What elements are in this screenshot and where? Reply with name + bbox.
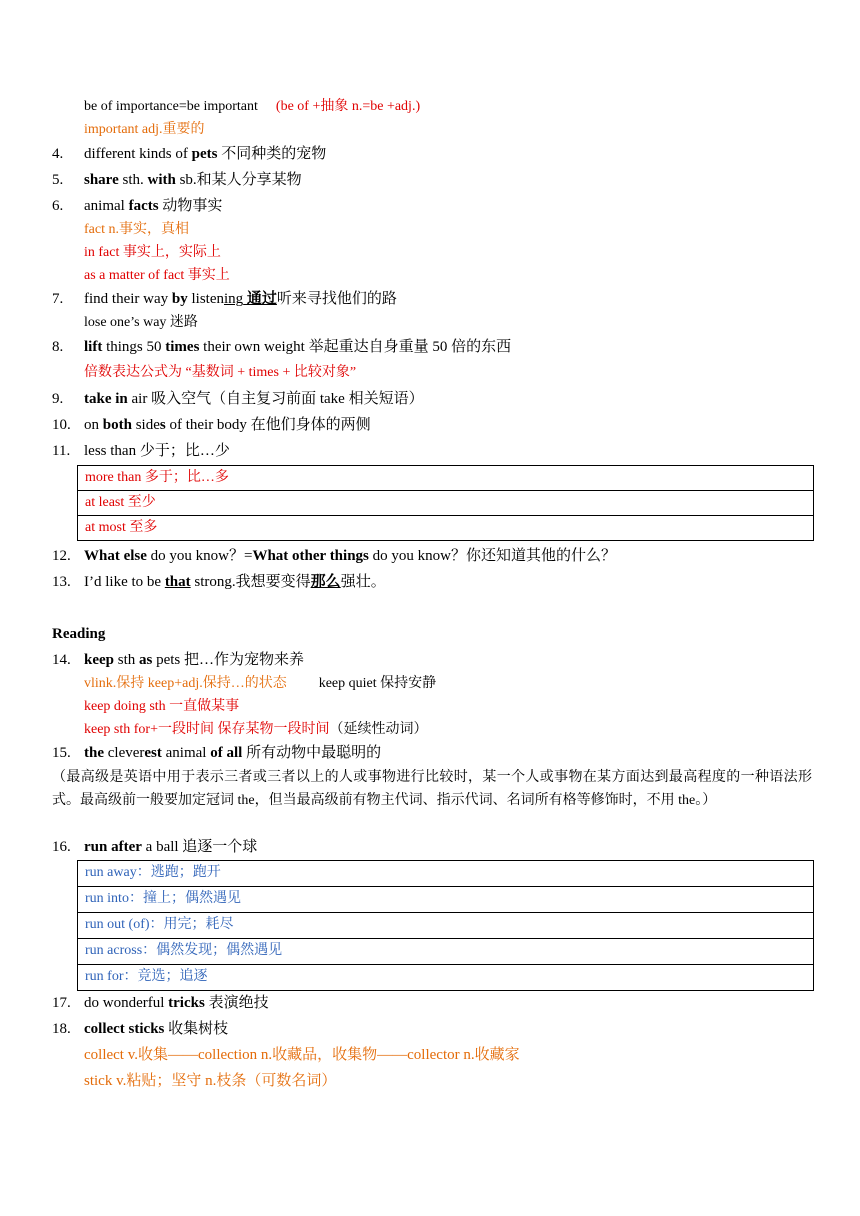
item-text: do you know？你还知道其他的什么？ xyxy=(368,548,616,564)
item-text: air 吸入空气（自主复习前面 take 相关短语） xyxy=(127,391,424,407)
item-keyword: both xyxy=(102,417,132,433)
item-keyword: est xyxy=(144,745,162,761)
item-text: of their body 在他们身体的两侧 xyxy=(165,417,371,433)
item-keyword: as xyxy=(139,652,153,668)
note-lose-way: lose one’s way 迷路 xyxy=(84,315,198,330)
item-keyword: run after xyxy=(84,839,142,855)
table-row: run away：逃跑；跑开 xyxy=(78,861,813,887)
item-number: 9. xyxy=(52,391,64,407)
item-number: 13. xyxy=(52,574,71,590)
note-collect: collect v.收集——collection n.收藏品，收集物——collector n.收藏家 xyxy=(84,1047,520,1063)
item-text: listen xyxy=(187,291,224,307)
item-keyword: What else xyxy=(84,548,147,564)
note-text: keep sth for+一段时间 保存某物一段时间 xyxy=(84,722,330,737)
item-text: their own weight 举起重达自身重量 50 倍的东西 xyxy=(199,339,512,355)
item-keyword: share xyxy=(84,172,119,188)
table-row: run into：撞上；偶然遇见 xyxy=(78,887,813,913)
item-keyword: with xyxy=(147,172,176,188)
item-number: 15. xyxy=(52,745,71,761)
item-keyword: of all xyxy=(210,745,243,761)
item-number: 6. xyxy=(52,198,64,214)
table-row: run for：竞选；追逐 xyxy=(78,965,813,991)
table-row: at least 至少 xyxy=(78,491,813,516)
note-in-fact: in fact 事实上，实际上 xyxy=(84,245,221,260)
item-keyword: lift xyxy=(84,339,103,355)
note-keep-doing: keep doing sth 一直做某事 xyxy=(84,699,240,714)
item-text: 不同种类的宠物 xyxy=(217,146,327,162)
note-keep-adj xyxy=(84,674,436,694)
item-text: side xyxy=(131,417,160,433)
item-keyword: by xyxy=(171,291,188,307)
item-text: things 50 xyxy=(102,339,166,355)
item-keyword: 那么 xyxy=(310,574,341,590)
item-text: a ball 追逐一个球 xyxy=(141,839,258,855)
item-number: 11. xyxy=(52,443,71,459)
item-text: 强壮。 xyxy=(340,574,386,590)
note-keep-for xyxy=(84,720,428,740)
item-text: sth. xyxy=(118,172,148,188)
item-text: 表演绝技 xyxy=(204,995,269,1011)
note-text: keep quiet 保持安静 xyxy=(318,676,437,691)
item-number: 14. xyxy=(52,652,71,668)
item-keyword: take in xyxy=(84,391,128,407)
item-text: do wonderful xyxy=(84,995,169,1011)
item-text: 听来寻找他们的路 xyxy=(276,291,397,307)
item-text: I’d like to be xyxy=(84,574,165,590)
table-than-phrases xyxy=(77,465,814,541)
item-text: sb.和某人分享某物 xyxy=(175,172,302,188)
item-keyword: s xyxy=(159,417,166,433)
table-row: run out (of)：用完；耗尽 xyxy=(78,913,813,939)
note-matter-of-fact: as a matter of fact 事实上 xyxy=(84,268,230,283)
item-number: 12. xyxy=(52,548,71,564)
item-keyword: pets xyxy=(191,146,218,162)
note-stick: stick v.粘贴；坚守 n.枝条（可数名词） xyxy=(84,1073,337,1089)
item-text: less than 少于；比…少 xyxy=(84,443,230,459)
item-keyword: What other things xyxy=(252,548,369,564)
item-text: 所有动物中最聪明的 xyxy=(242,745,382,761)
item-number: 18. xyxy=(52,1021,71,1037)
item-text: on xyxy=(84,417,103,433)
item-number: 10. xyxy=(52,417,71,433)
item-text: animal xyxy=(84,198,129,214)
item-text: different kinds of xyxy=(84,146,192,162)
note-times-formula: 倍数表达公式为 “基数词 + times + 比较对象” xyxy=(84,365,357,380)
note-importance xyxy=(84,97,420,117)
note-text: vlink.保持 keep+adj.保持…的状态 xyxy=(84,676,287,691)
item-number: 16. xyxy=(52,839,71,855)
table-row: more than 多于；比…多 xyxy=(78,466,813,491)
item-keyword: tricks xyxy=(168,995,205,1011)
item-keyword: facts xyxy=(128,198,159,214)
note-formula: (be of +抽象 n.=be +adj.) xyxy=(275,99,421,114)
item-suffix: ing xyxy=(223,291,244,307)
note-important-adj: important adj.重要的 xyxy=(84,122,205,137)
table-row: run across：偶然发现；偶然遇见 xyxy=(78,939,813,965)
item-keyword: keep xyxy=(84,652,114,668)
item-keyword: the xyxy=(84,745,104,761)
item-keyword: collect sticks xyxy=(84,1021,165,1037)
item-text: find their way xyxy=(84,291,172,307)
table-run-phrases xyxy=(77,860,814,991)
item-number: 8. xyxy=(52,339,64,355)
item-text: 动物事实 xyxy=(158,198,223,214)
item-keyword: times xyxy=(165,339,200,355)
item-keyword: 通过 xyxy=(243,291,277,307)
item-text: do you know？= xyxy=(146,548,253,564)
item-text: pets 把…作为宠物来养 xyxy=(152,652,305,668)
item-text: 收集树枝 xyxy=(164,1021,229,1037)
note-text: （延续性动词） xyxy=(329,722,428,737)
section-heading-reading: Reading xyxy=(52,626,106,642)
item-text: strong.我想要变得 xyxy=(190,574,311,590)
item-text: sth xyxy=(114,652,140,668)
note-text: be of importance=be important xyxy=(84,99,258,114)
table-row: at most 至多 xyxy=(78,516,813,541)
item-number: 4. xyxy=(52,146,64,162)
note-superlative-paragraph: （最高级是英语中用于表示三者或三者以上的人或事物进行比较时，某一个人或事物在某方面达到最高程度的一种语法形式。最高级前一般要加定冠词 the，但当最高级前有物主代词、指示代词、名词所有格等修饰时，不用 the。） xyxy=(52,770,812,808)
note-fact: fact n.事实，真相 xyxy=(84,222,189,237)
item-keyword: that xyxy=(164,574,191,590)
item-text: animal xyxy=(161,745,211,761)
item-number: 7. xyxy=(52,291,64,307)
item-text: clever xyxy=(104,745,145,761)
item-number: 5. xyxy=(52,172,64,188)
item-number: 17. xyxy=(52,995,71,1011)
